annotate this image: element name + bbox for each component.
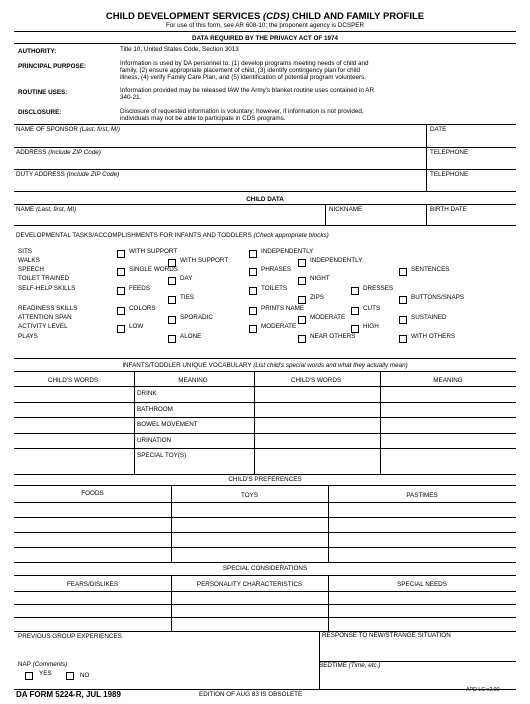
- special-col-personality: PERSONALITY CHARACTERISTICS: [196, 581, 303, 588]
- task-checkbox-speech-a[interactable]: [117, 268, 125, 276]
- task-option-label: WITH OTHERS: [411, 333, 456, 340]
- task-option-label: SINGLE WORDS: [129, 266, 178, 273]
- birth-date-field[interactable]: BIRTH DATE: [430, 206, 467, 213]
- nap-field[interactable]: [18, 661, 67, 668]
- sponsor-address-hint: (Include ZIP Code): [48, 149, 101, 156]
- task-checkbox-walks-b[interactable]: [298, 259, 306, 267]
- task-option-label: DRESSES: [363, 285, 394, 292]
- task-checkbox-plays-b[interactable]: [298, 335, 306, 343]
- task-checkbox-plays-c[interactable]: [399, 335, 407, 343]
- vocab-col-meaning-2: MEANING: [433, 377, 463, 384]
- task-option-label: TOILETS: [261, 285, 288, 292]
- edition-note: EDITION OF AUG 83 IS OBSOLETE: [199, 691, 303, 698]
- nap-yes-checkbox[interactable]: [25, 672, 33, 680]
- task-option-label: MODERATE: [261, 323, 297, 330]
- duty-address-field[interactable]: [16, 171, 119, 178]
- task-label-readiness-skills: READINESS SKILLS: [18, 305, 78, 312]
- task-checkbox-toilet-trained-b[interactable]: [298, 277, 306, 285]
- form-subtitle: For use of this form, see AR 608-10; the proponent agency is DCSPER: [165, 22, 365, 29]
- child-data-heading: CHILD DATA: [246, 196, 284, 203]
- group-experiences-field[interactable]: PREVIOUS GROUP EXPERIENCES: [18, 633, 122, 640]
- bedtime-field[interactable]: [319, 662, 381, 669]
- task-label-attention-span: ATTENTION SPAN: [18, 314, 72, 321]
- preferences-entry-row[interactable]: [14, 532, 516, 546]
- task-option-label: SUSTAINED: [411, 314, 447, 321]
- task-option-label: NEAR OTHERS: [310, 333, 356, 340]
- routine-line-2: 340-21.: [120, 94, 142, 101]
- sponsor-name-hint: (Last, first, MI): [79, 126, 120, 133]
- task-option-label: LOW: [129, 323, 144, 330]
- vocab-heading: [14, 362, 516, 369]
- bedtime-label: BEDTIME: [319, 662, 347, 669]
- vocab-item-label: BOWEL MOVEMENT: [137, 421, 198, 429]
- vocab-col-meaning-1: MEANING: [178, 377, 208, 384]
- tasks-heading-hint: (Check appropriate blocks): [253, 232, 329, 239]
- task-checkbox-readiness-skills-b[interactable]: [249, 307, 257, 315]
- purpose-label: PRINCIPAL PURPOSE:: [18, 63, 86, 70]
- title-part-a: CHILD DEVELOPMENT SERVICES: [105, 11, 261, 22]
- disclosure-label: DISCLOSURE:: [18, 109, 62, 116]
- disclosure-line-2: individuals may not be able to participate in CDS programs.: [120, 115, 286, 122]
- task-option-label: MODERATE: [310, 314, 346, 321]
- vocab-heading-text: INFANTS/TODDLER UNIQUE VOCABULARY: [122, 362, 252, 369]
- title-part-b: CHILD AND FAMILY PROFILE: [292, 11, 425, 22]
- task-checkbox-attention-span-c[interactable]: [399, 316, 407, 324]
- vocab-entry-row[interactable]: [14, 448, 516, 463]
- sponsor-address-field[interactable]: [16, 149, 101, 156]
- task-label-sits: SITS: [18, 248, 32, 255]
- task-checkbox-sits-b[interactable]: [249, 250, 257, 258]
- task-label-walks: WALKS: [18, 257, 40, 264]
- authority-label: AUTHORITY:: [18, 48, 57, 55]
- tasks-heading-text: DEVELOPMENTAL TASKS/ACCOMPLISHMENTS FOR INFANTS AND TODDLERS: [16, 232, 252, 239]
- preferences-entry-row[interactable]: [14, 502, 516, 516]
- task-checkbox-activity-level-c[interactable]: [351, 325, 359, 333]
- child-name-field[interactable]: [16, 206, 76, 213]
- sponsor-address-label: ADDRESS: [16, 149, 47, 156]
- task-checkbox-speech-b[interactable]: [249, 268, 257, 276]
- task-checkbox-speech-c[interactable]: [399, 268, 407, 276]
- prefs-col-toys: TOYS: [240, 492, 259, 499]
- special-heading: SPECIAL CONSIDERATIONS: [222, 565, 308, 572]
- nap-label: NAP: [18, 661, 31, 668]
- nap-no-label: NO: [80, 672, 90, 679]
- task-option-label: DAY: [180, 275, 193, 282]
- task-option-label: WITH SUPPORT: [129, 248, 178, 255]
- version-note: APD LC v2.00: [466, 687, 500, 693]
- prefs-col-foods: FOODS: [81, 490, 104, 497]
- sponsor-name-label: NAME OF SPONSOR: [16, 126, 78, 133]
- nap-hint: (Comments): [32, 661, 68, 668]
- authority-text: Title 10, United States Code, Section 3013: [120, 46, 239, 53]
- task-label-plays: PLAYS: [18, 333, 38, 340]
- title-cds: (CDS): [262, 11, 290, 22]
- tasks-heading: [16, 232, 329, 239]
- disclosure-line-1: Disclosure of requested information is voluntary; however, if information is not provided,: [120, 108, 364, 115]
- privacy-heading: DATA REQUIRED BY THE PRIVACY ACT OF 1974: [192, 35, 338, 42]
- routine-line-1: Information provided may be released IAW the Army's blanket routine uses contained in AR: [120, 87, 375, 94]
- task-label-toilet-trained: TOILET TRAINED: [18, 275, 70, 282]
- special-considerations-entry-row[interactable]: [14, 591, 516, 603]
- task-option-label: WITH SUPPORT: [180, 257, 229, 264]
- task-checkbox-attention-span-b[interactable]: [298, 316, 306, 324]
- task-checkbox-toilet-trained-a[interactable]: [168, 277, 176, 285]
- form-title: [14, 11, 516, 22]
- nickname-field[interactable]: NICKNAME: [329, 206, 363, 213]
- preferences-entry-row[interactable]: [14, 547, 516, 561]
- task-checkbox-continued-c[interactable]: [399, 296, 407, 304]
- task-option-label: INDEPENDENTLY: [261, 248, 314, 255]
- task-option-label: ALONE: [180, 333, 202, 340]
- nap-yes-label: YES: [39, 670, 52, 677]
- purpose-line-1: Information is used by DA personnel to: (1) develop programs meeting needs of child and: [120, 60, 369, 67]
- task-checkbox-activity-level-b[interactable]: [249, 325, 257, 333]
- task-label-self-help-skills: SELF-HELP SKILLS: [18, 285, 76, 292]
- sponsor-date-field[interactable]: DATE: [430, 126, 447, 133]
- special-considerations-entry-row[interactable]: [14, 604, 516, 616]
- task-option-label: SPORADIC: [180, 314, 213, 321]
- purpose-line-2: family, (2) ensure appropriate placement of child, (3) identify contingency plan for child: [120, 67, 360, 74]
- vocab-item-label: URINATION: [137, 436, 172, 444]
- task-checkbox-attention-span-a[interactable]: [168, 316, 176, 324]
- task-checkbox-continued-b[interactable]: [298, 296, 306, 304]
- task-checkbox-readiness-skills-a[interactable]: [117, 307, 125, 315]
- vocab-entry-row[interactable]: [14, 402, 516, 417]
- vocab-col-words-2: CHILD'S WORDS: [290, 377, 342, 384]
- task-option-label: INDEPENDENTLY: [310, 257, 363, 264]
- task-option-label: CUTS: [363, 305, 381, 312]
- vocab-col-words-1: CHILD'S WORDS: [47, 377, 99, 384]
- special-col-needs: SPECIAL NEEDS: [397, 581, 447, 588]
- task-option-label: PRINTS NAME: [261, 305, 305, 312]
- bedtime-hint: (Time, etc.): [348, 662, 381, 669]
- vocab-item-label: DRINK: [137, 390, 157, 397]
- vocab-heading-hint: (List child's special words and what they actually mean): [253, 362, 408, 369]
- task-checkbox-activity-level-a[interactable]: [117, 325, 125, 333]
- task-label-activity-level: ACTIVITY LEVEL: [18, 323, 68, 330]
- child-name-label: NAME: [16, 206, 35, 213]
- vocab-item-label: SPECIAL TOY(S): [137, 452, 187, 460]
- task-option-label: COLORS: [129, 305, 156, 312]
- task-option-label: BUTTONS/SNAPS: [411, 294, 465, 301]
- task-option-label: FEEDS: [129, 285, 150, 292]
- special-col-fears: FEARS/DISLIKES: [66, 581, 119, 588]
- response-field[interactable]: RESPONSE TO NEW/STRANGE SITUATION: [322, 632, 451, 639]
- child-name-hint: (Last, first, MI): [35, 206, 77, 213]
- task-checkbox-plays-a[interactable]: [168, 335, 176, 343]
- task-label-speech: SPEECH: [18, 266, 44, 273]
- vocab-entry-row[interactable]: [14, 433, 516, 448]
- special-considerations-entry-row[interactable]: [14, 617, 516, 629]
- task-checkbox-readiness-skills-c[interactable]: [351, 307, 359, 315]
- task-option-label: ZIPS: [310, 294, 324, 301]
- task-option-label: TIES: [180, 294, 194, 301]
- duty-address-hint: (Include ZIP Code): [66, 171, 120, 178]
- task-checkbox-self-help-skills-a[interactable]: [117, 287, 125, 295]
- duty-telephone-field[interactable]: TELEPHONE: [430, 171, 469, 178]
- task-checkbox-sits-a[interactable]: [117, 250, 125, 258]
- routine-label: ROUTINE USES:: [18, 89, 68, 96]
- task-checkbox-self-help-skills-b[interactable]: [249, 287, 257, 295]
- sponsor-name-field[interactable]: [16, 126, 120, 133]
- vocab-item-label: BATHROOM: [137, 405, 173, 413]
- duty-address-label: DUTY ADDRESS: [16, 171, 65, 178]
- purpose-line-3: illness, (4) verify Family Care Plan, and (5) identification of potential program volunteers.: [120, 74, 367, 81]
- task-option-label: PHRASES: [261, 266, 292, 273]
- nap-no-checkbox[interactable]: [66, 672, 74, 680]
- preferences-entry-row[interactable]: [14, 517, 516, 531]
- vocab-entry-row[interactable]: [14, 386, 516, 401]
- task-option-label: NIGHT: [310, 275, 330, 282]
- sponsor-telephone-field[interactable]: TELEPHONE: [430, 149, 469, 156]
- task-option-label: HIGH: [363, 323, 379, 330]
- prefs-col-pastimes: PASTIMES: [406, 492, 438, 499]
- prefs-heading: CHILD'S PREFERENCES: [228, 476, 302, 483]
- task-checkbox-continued-a[interactable]: [168, 296, 176, 304]
- vocab-entry-row[interactable]: [14, 417, 516, 432]
- form-id: DA FORM 5224-R, JUL 1989: [16, 690, 121, 699]
- task-option-label: SENTENCES: [411, 266, 450, 273]
- task-checkbox-self-help-skills-c[interactable]: [351, 287, 359, 295]
